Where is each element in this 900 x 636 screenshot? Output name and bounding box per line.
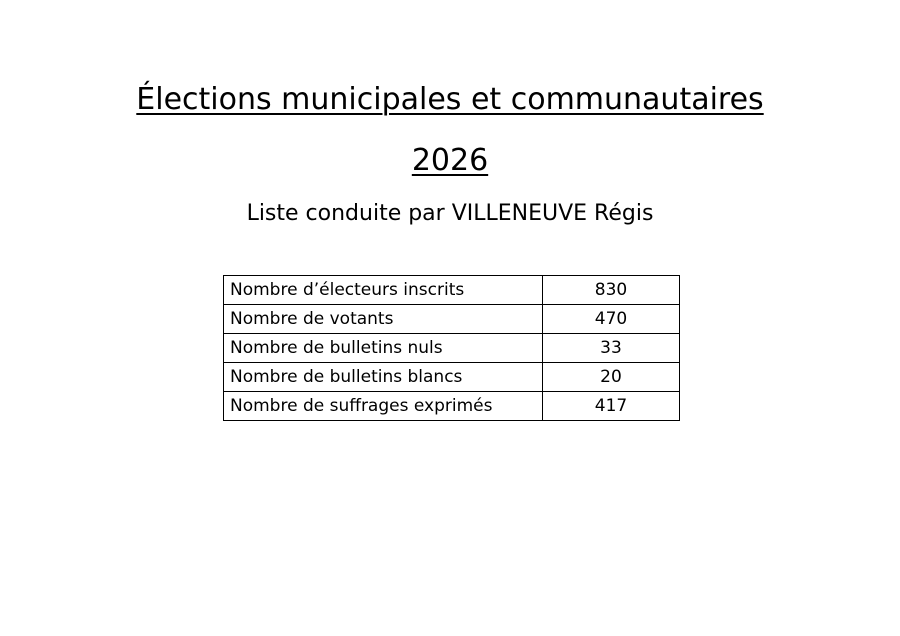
table-row [224,334,680,363]
table-row [224,363,680,392]
row-value: 33 [543,334,680,363]
document-year [0,143,900,179]
document-title-text: Élections municipales et communautaires [136,82,764,117]
table-row [224,276,680,305]
document-year-text: 2026 [411,143,489,178]
table-row [224,392,680,421]
row-value: 20 [543,363,680,392]
row-label: Nombre de bulletins blancs [224,363,543,392]
row-value: 417 [543,392,680,421]
document-title [0,82,900,118]
row-label: Nombre de votants [224,305,543,334]
row-value: 470 [543,305,680,334]
row-label: Nombre de bulletins nuls [224,334,543,363]
results-table [223,275,680,421]
row-value: 830 [543,276,680,305]
row-label: Nombre d’électeurs inscrits [224,276,543,305]
table-row [224,305,680,334]
document-subtitle: Liste conduite par VILLENEUVE Régis [246,201,654,226]
row-label: Nombre de suffrages exprimés [224,392,543,421]
